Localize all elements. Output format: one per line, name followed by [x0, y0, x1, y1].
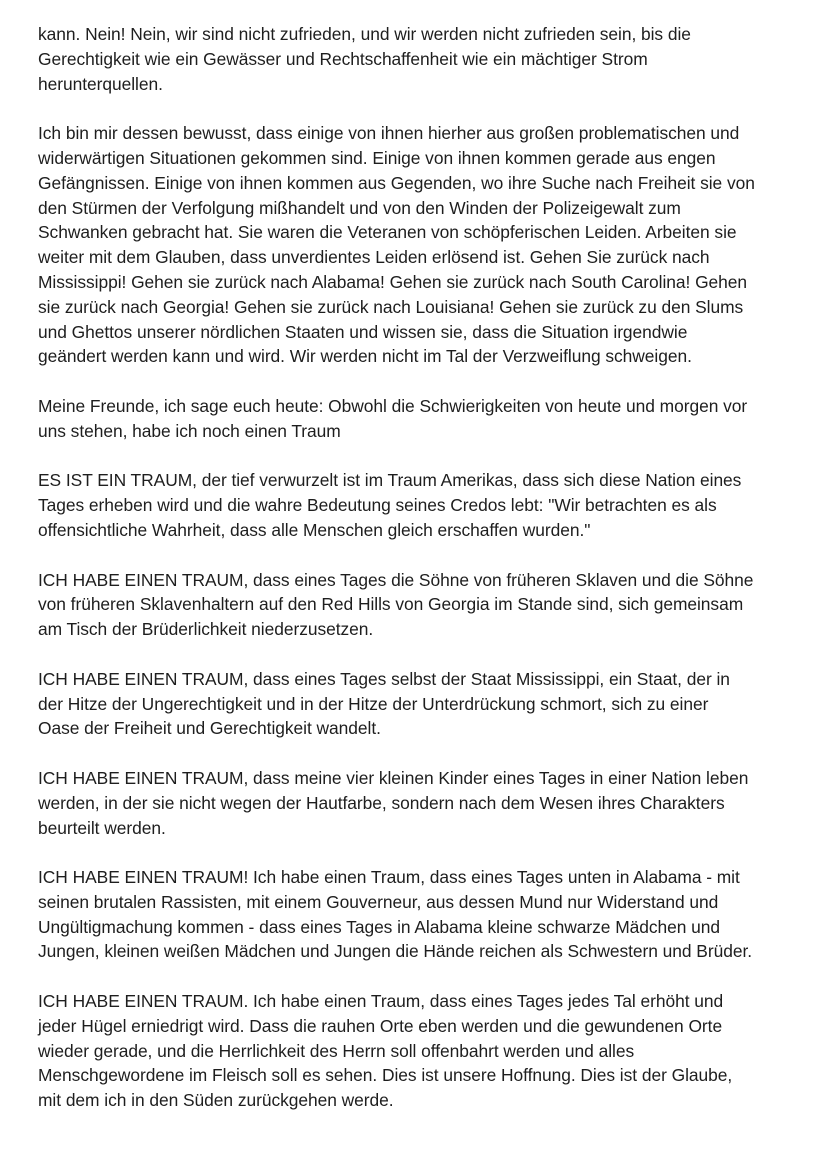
text-line: uns stehen, habe ich noch einen Traum	[38, 420, 341, 441]
paragraph	[38, 121, 798, 369]
paragraph	[38, 865, 798, 964]
text-line: jeder Hügel erniedrigt wird. Dass die rauhen Orte eben werden und die gewundenen Orte	[38, 1015, 723, 1036]
text-line: beurteilt werden.	[38, 817, 166, 838]
paragraph	[38, 989, 798, 1113]
text-line: Gerechtigkeit wie ein Gewässer und Rechtschaffenheit wie ein mächtiger Strom	[38, 48, 648, 69]
text-line: Gefängnissen. Einige von ihnen kommen aus Gegenden, wo ihre Suche nach Freiheit sie von	[38, 172, 755, 193]
text-line: Mississippi! Gehen sie zurück nach Alabama! Gehen sie zurück nach South Carolina! Gehen	[38, 271, 748, 292]
text-line: den Stürmen der Verfolgung mißhandelt und von den Winden der Polizeigewalt zum	[38, 197, 681, 218]
paragraph	[38, 766, 798, 840]
text-line: der Hitze der Ungerechtigkeit und in der Hitze der Unterdrückung schmort, sich zu einer	[38, 693, 709, 714]
text-line: Schwanken gebracht hat. Sie waren die Veteranen von schöpferischen Leiden. Arbeiten sie	[38, 222, 737, 243]
text-line: Ich bin mir dessen bewusst, dass einige von ihnen hierher aus großen problematischen und	[38, 123, 740, 144]
paragraph	[38, 22, 798, 96]
text-line: Oase der Freiheit und Gerechtigkeit wandelt.	[38, 718, 381, 739]
text-line: weiter mit dem Glauben, dass unverdientes Leiden erlösend ist. Gehen Sie zurück nach	[38, 247, 710, 268]
text-line: Menschgewordene im Fleisch soll es sehen. Dies ist unsere Hoffnung. Dies ist der Glaube,	[38, 1065, 733, 1086]
text-line: ICH HABE EINEN TRAUM! Ich habe einen Traum, dass eines Tages unten in Alabama - mit	[38, 867, 740, 888]
paragraph	[38, 568, 798, 642]
document-body	[38, 22, 798, 1138]
text-line: offensichtliche Wahrheit, dass alle Menschen gleich erschaffen wurden."	[38, 519, 591, 540]
text-line: herunterquellen.	[38, 73, 163, 94]
text-line: werden, in der sie nicht wegen der Hautfarbe, sondern nach dem Wesen ihres Charakters	[38, 792, 725, 813]
text-line: kann. Nein! Nein, wir sind nicht zufrieden, und wir werden nicht zufrieden sein, bis die	[38, 24, 691, 44]
text-line: Meine Freunde, ich sage euch heute: Obwohl die Schwierigkeiten von heute und morgen vor	[38, 395, 748, 416]
text-line: von früheren Sklavenhaltern auf den Red Hills von Georgia im Stande sind, sich gemeinsam	[38, 594, 744, 615]
text-line: geändert werden kann und wird. Wir werden nicht im Tal der Verzweiflung schweigen.	[38, 346, 692, 367]
paragraph	[38, 394, 798, 444]
text-line: am Tisch der Brüderlichkeit niederzusetzen.	[38, 619, 374, 640]
text-line: Tages erheben wird und die wahre Bedeutung seines Credos lebt: "Wir betrachten es als	[38, 495, 717, 516]
paragraph	[38, 468, 798, 542]
paragraph	[38, 667, 798, 741]
text-line: und Ghettos unserer nördlichen Staaten und wissen sie, dass die Situation irgendwie	[38, 321, 688, 342]
text-line: Jungen, kleinen weißen Mädchen und Jungen die Hände reichen als Schwestern und Brüder.	[38, 941, 753, 962]
text-line: wieder gerade, und die Herrlichkeit des Herrn soll offenbahrt werden und alles	[38, 1040, 635, 1061]
text-line: Ungültigmachung kommen - dass eines Tages in Alabama kleine schwarze Mädchen und	[38, 916, 721, 937]
text-line: widerwärtigen Situationen gekommen sind. Einige von ihnen kommen gerade aus engen	[38, 147, 716, 168]
text-line: ICH HABE EINEN TRAUM, dass eines Tages die Söhne von früheren Sklaven und die Söhne	[38, 569, 754, 590]
text-line: ICH HABE EINEN TRAUM, dass meine vier kleinen Kinder eines Tages in einer Nation leben	[38, 767, 749, 788]
text-line: ICH HABE EINEN TRAUM. Ich habe einen Traum, dass eines Tages jedes Tal erhöht und	[38, 991, 724, 1012]
text-line: seinen brutalen Rassisten, mit einem Gouverneur, aus dessen Mund nur Widerstand und	[38, 891, 719, 912]
text-line: ICH HABE EINEN TRAUM, dass eines Tages selbst der Staat Mississippi, ein Staat, der in	[38, 668, 730, 689]
text-line: mit dem ich in den Süden zurückgehen werde.	[38, 1090, 394, 1111]
text-line: ES IST EIN TRAUM, der tief verwurzelt ist im Traum Amerikas, dass sich diese Nation eines	[38, 470, 742, 491]
text-line: sie zurück nach Georgia! Gehen sie zurück nach Louisiana! Gehen sie zurück zu den Slums	[38, 296, 744, 317]
